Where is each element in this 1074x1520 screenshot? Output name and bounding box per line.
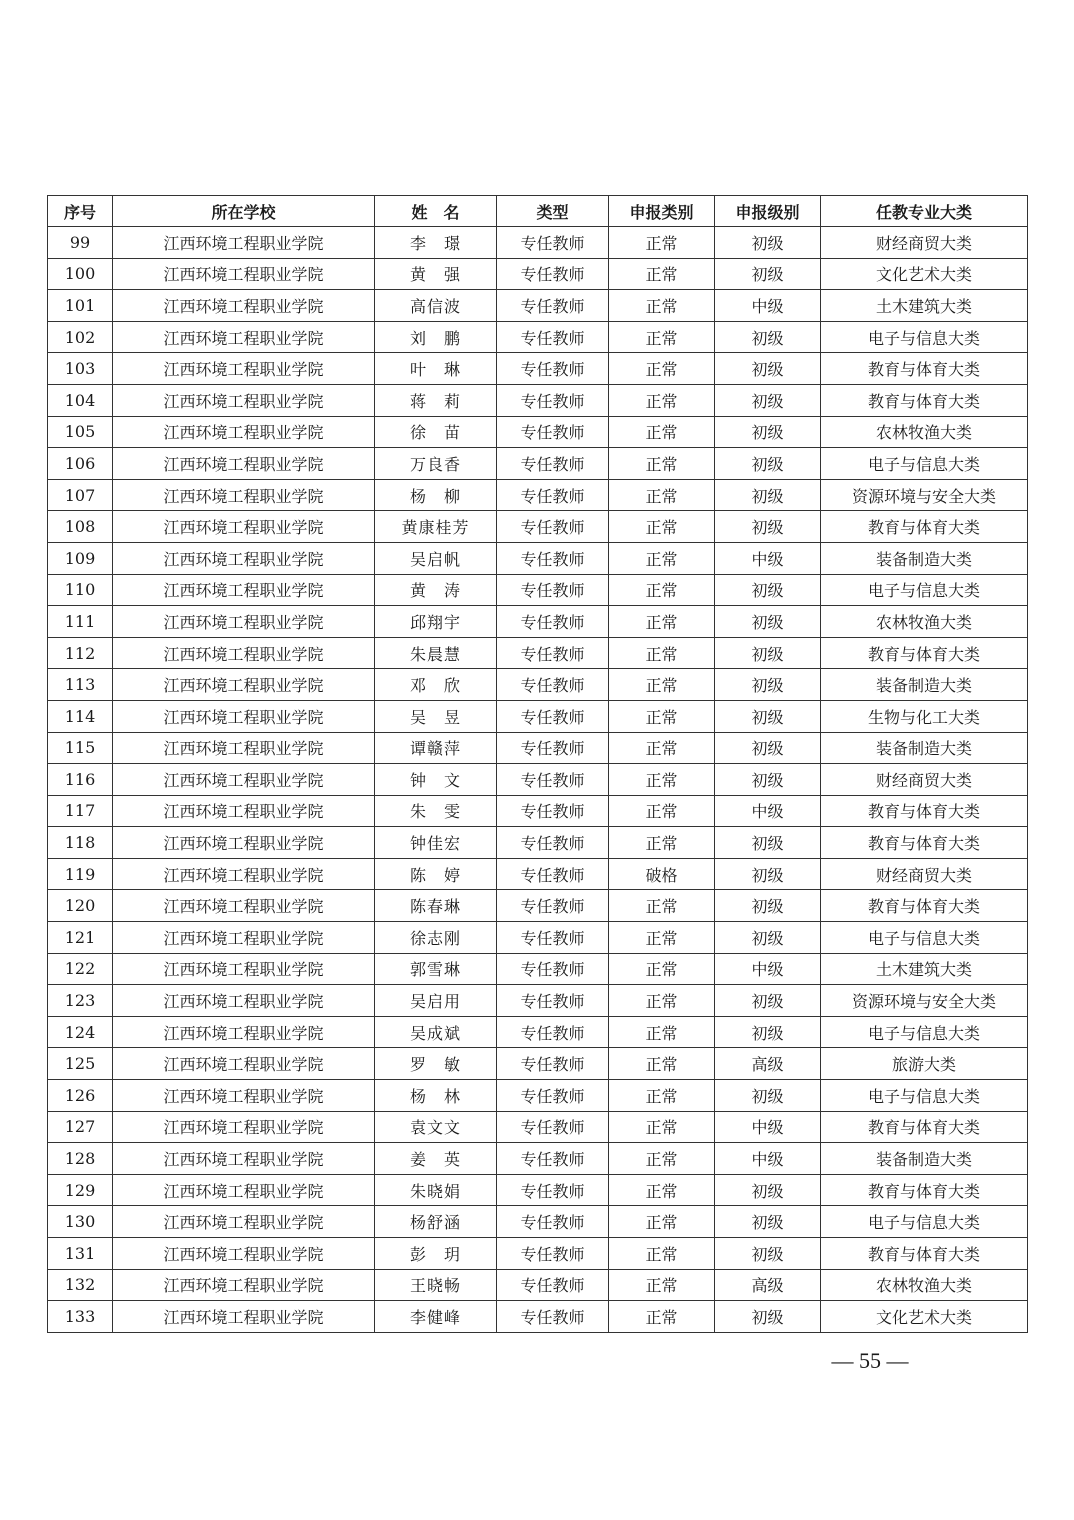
cell-serial: 116 [48, 764, 113, 796]
cell-name: 邓 欣 [375, 669, 497, 701]
cell-application-level: 中级 [715, 1111, 821, 1143]
cell-application-level: 初级 [715, 1016, 821, 1048]
cell-school: 江西环境工程职业学院 [113, 1269, 375, 1301]
cell-name: 朱晨慧 [375, 637, 497, 669]
cell-application-level: 初级 [715, 1206, 821, 1238]
cell-major-category: 财经商贸大类 [821, 858, 1028, 890]
cell-application-category: 正常 [609, 985, 715, 1017]
cell-name: 朱晓娟 [375, 1174, 497, 1206]
cell-serial: 126 [48, 1080, 113, 1112]
cell-application-category: 正常 [609, 795, 715, 827]
cell-school: 江西环境工程职业学院 [113, 258, 375, 290]
cell-type: 专任教师 [497, 542, 609, 574]
cell-application-level: 初级 [715, 1174, 821, 1206]
table-row [48, 669, 1028, 701]
cell-major-category: 教育与体育大类 [821, 827, 1028, 859]
cell-school: 江西环境工程职业学院 [113, 732, 375, 764]
cell-type: 专任教师 [497, 985, 609, 1017]
cell-serial: 113 [48, 669, 113, 701]
cell-name: 叶 琳 [375, 353, 497, 385]
cell-name: 吴成斌 [375, 1016, 497, 1048]
cell-application-category: 正常 [609, 1016, 715, 1048]
cell-application-level: 初级 [715, 511, 821, 543]
cell-type: 专任教师 [497, 479, 609, 511]
cell-major-category: 资源环境与安全大类 [821, 479, 1028, 511]
cell-major-category: 电子与信息大类 [821, 922, 1028, 954]
cell-name: 罗 敏 [375, 1048, 497, 1080]
cell-application-level: 高级 [715, 1048, 821, 1080]
cell-application-level: 初级 [715, 700, 821, 732]
cell-name: 杨舒涵 [375, 1206, 497, 1238]
cell-application-category: 正常 [609, 922, 715, 954]
cell-application-category: 正常 [609, 1301, 715, 1333]
header-school: 所在学校 [113, 196, 375, 227]
cell-type: 专任教师 [497, 1206, 609, 1238]
cell-major-category: 电子与信息大类 [821, 1016, 1028, 1048]
cell-application-category: 正常 [609, 1111, 715, 1143]
cell-school: 江西环境工程职业学院 [113, 227, 375, 259]
cell-serial: 105 [48, 416, 113, 448]
cell-major-category: 旅游大类 [821, 1048, 1028, 1080]
table-row [48, 606, 1028, 638]
cell-name: 黄 涛 [375, 574, 497, 606]
table-row [48, 448, 1028, 480]
cell-application-category: 正常 [609, 1269, 715, 1301]
cell-type: 专任教师 [497, 858, 609, 890]
header-application-category: 申报类别 [609, 196, 715, 227]
cell-major-category: 教育与体育大类 [821, 1174, 1028, 1206]
cell-type: 专任教师 [497, 1143, 609, 1175]
cell-school: 江西环境工程职业学院 [113, 479, 375, 511]
cell-application-level: 初级 [715, 479, 821, 511]
table-row [48, 1206, 1028, 1238]
table-row [48, 890, 1028, 922]
cell-name: 邱翔宇 [375, 606, 497, 638]
cell-application-category: 正常 [609, 353, 715, 385]
header-major-category: 任教专业大类 [821, 196, 1028, 227]
cell-application-category: 正常 [609, 542, 715, 574]
cell-type: 专任教师 [497, 606, 609, 638]
cell-name: 吴启用 [375, 985, 497, 1017]
cell-type: 专任教师 [497, 1301, 609, 1333]
table-row [48, 353, 1028, 385]
table-row [48, 258, 1028, 290]
cell-major-category: 生物与化工大类 [821, 700, 1028, 732]
cell-major-category: 文化艺术大类 [821, 1301, 1028, 1333]
table-row [48, 1048, 1028, 1080]
table-row [48, 384, 1028, 416]
cell-application-level: 初级 [715, 985, 821, 1017]
cell-type: 专任教师 [497, 764, 609, 796]
teacher-roster-table [47, 195, 1028, 1333]
cell-serial: 130 [48, 1206, 113, 1238]
cell-serial: 111 [48, 606, 113, 638]
header-serial: 序号 [48, 196, 113, 227]
cell-application-category: 正常 [609, 764, 715, 796]
cell-school: 江西环境工程职业学院 [113, 321, 375, 353]
cell-type: 专任教师 [497, 827, 609, 859]
cell-major-category: 农林牧渔大类 [821, 416, 1028, 448]
cell-application-category: 破格 [609, 858, 715, 890]
cell-type: 专任教师 [497, 1080, 609, 1112]
cell-serial: 114 [48, 700, 113, 732]
cell-application-level: 初级 [715, 922, 821, 954]
cell-application-level: 初级 [715, 606, 821, 638]
cell-type: 专任教师 [497, 1174, 609, 1206]
cell-serial: 109 [48, 542, 113, 574]
cell-serial: 106 [48, 448, 113, 480]
cell-type: 专任教师 [497, 890, 609, 922]
table-row [48, 700, 1028, 732]
cell-serial: 122 [48, 953, 113, 985]
cell-application-level: 初级 [715, 1301, 821, 1333]
cell-application-level: 初级 [715, 574, 821, 606]
cell-major-category: 装备制造大类 [821, 1143, 1028, 1175]
cell-application-level: 初级 [715, 321, 821, 353]
cell-type: 专任教师 [497, 953, 609, 985]
cell-type: 专任教师 [497, 227, 609, 259]
cell-application-category: 正常 [609, 227, 715, 259]
cell-name: 杨 柳 [375, 479, 497, 511]
cell-application-level: 初级 [715, 827, 821, 859]
table-row [48, 795, 1028, 827]
cell-serial: 117 [48, 795, 113, 827]
cell-name: 吴启帆 [375, 542, 497, 574]
cell-name: 李健峰 [375, 1301, 497, 1333]
cell-major-category: 土木建筑大类 [821, 290, 1028, 322]
cell-application-category: 正常 [609, 890, 715, 922]
cell-type: 专任教师 [497, 1016, 609, 1048]
cell-name: 黄康桂芳 [375, 511, 497, 543]
cell-serial: 112 [48, 637, 113, 669]
cell-major-category: 教育与体育大类 [821, 353, 1028, 385]
cell-application-category: 正常 [609, 1143, 715, 1175]
cell-name: 王晓畅 [375, 1269, 497, 1301]
cell-serial: 123 [48, 985, 113, 1017]
cell-application-level: 初级 [715, 384, 821, 416]
header-name: 姓 名 [375, 196, 497, 227]
table-row [48, 637, 1028, 669]
cell-type: 专任教师 [497, 700, 609, 732]
cell-application-category: 正常 [609, 637, 715, 669]
cell-application-level: 初级 [715, 890, 821, 922]
cell-major-category: 电子与信息大类 [821, 448, 1028, 480]
cell-name: 陈春琳 [375, 890, 497, 922]
cell-name: 高信波 [375, 290, 497, 322]
cell-name: 刘 鹏 [375, 321, 497, 353]
cell-school: 江西环境工程职业学院 [113, 1301, 375, 1333]
cell-major-category: 资源环境与安全大类 [821, 985, 1028, 1017]
cell-school: 江西环境工程职业学院 [113, 574, 375, 606]
cell-school: 江西环境工程职业学院 [113, 1111, 375, 1143]
cell-type: 专任教师 [497, 258, 609, 290]
cell-serial: 129 [48, 1174, 113, 1206]
cell-type: 专任教师 [497, 1269, 609, 1301]
cell-school: 江西环境工程职业学院 [113, 922, 375, 954]
cell-type: 专任教师 [497, 637, 609, 669]
cell-name: 陈 婷 [375, 858, 497, 890]
cell-serial: 128 [48, 1143, 113, 1175]
cell-type: 专任教师 [497, 574, 609, 606]
cell-major-category: 装备制造大类 [821, 669, 1028, 701]
cell-type: 专任教师 [497, 1238, 609, 1270]
cell-name: 蒋 莉 [375, 384, 497, 416]
cell-school: 江西环境工程职业学院 [113, 669, 375, 701]
cell-application-level: 初级 [715, 858, 821, 890]
cell-application-category: 正常 [609, 290, 715, 322]
cell-major-category: 装备制造大类 [821, 542, 1028, 574]
cell-school: 江西环境工程职业学院 [113, 1016, 375, 1048]
cell-application-category: 正常 [609, 606, 715, 638]
cell-serial: 103 [48, 353, 113, 385]
cell-serial: 125 [48, 1048, 113, 1080]
page-number: — 55 — [831, 1348, 909, 1373]
cell-application-level: 中级 [715, 290, 821, 322]
cell-type: 专任教师 [497, 416, 609, 448]
cell-serial: 124 [48, 1016, 113, 1048]
cell-application-category: 正常 [609, 669, 715, 701]
cell-major-category: 教育与体育大类 [821, 384, 1028, 416]
cell-application-level: 初级 [715, 448, 821, 480]
cell-major-category: 教育与体育大类 [821, 637, 1028, 669]
cell-school: 江西环境工程职业学院 [113, 384, 375, 416]
cell-school: 江西环境工程职业学院 [113, 1206, 375, 1238]
table-row [48, 574, 1028, 606]
cell-major-category: 教育与体育大类 [821, 1238, 1028, 1270]
cell-major-category: 财经商贸大类 [821, 227, 1028, 259]
cell-serial: 127 [48, 1111, 113, 1143]
cell-school: 江西环境工程职业学院 [113, 542, 375, 574]
cell-major-category: 农林牧渔大类 [821, 1269, 1028, 1301]
cell-serial: 102 [48, 321, 113, 353]
cell-type: 专任教师 [497, 448, 609, 480]
table-row [48, 1238, 1028, 1270]
header-application-level: 申报级别 [715, 196, 821, 227]
table-row [48, 922, 1028, 954]
cell-serial: 110 [48, 574, 113, 606]
cell-serial: 100 [48, 258, 113, 290]
cell-school: 江西环境工程职业学院 [113, 890, 375, 922]
cell-school: 江西环境工程职业学院 [113, 1143, 375, 1175]
cell-name: 朱 雯 [375, 795, 497, 827]
cell-school: 江西环境工程职业学院 [113, 827, 375, 859]
cell-major-category: 电子与信息大类 [821, 574, 1028, 606]
cell-application-category: 正常 [609, 416, 715, 448]
cell-school: 江西环境工程职业学院 [113, 985, 375, 1017]
table-row [48, 1143, 1028, 1175]
cell-name: 徐 苗 [375, 416, 497, 448]
cell-application-level: 中级 [715, 795, 821, 827]
cell-application-category: 正常 [609, 732, 715, 764]
cell-type: 专任教师 [497, 290, 609, 322]
cell-application-level: 初级 [715, 416, 821, 448]
cell-major-category: 文化艺术大类 [821, 258, 1028, 290]
table-row [48, 479, 1028, 511]
table-row [48, 321, 1028, 353]
cell-type: 专任教师 [497, 321, 609, 353]
cell-name: 李 璟 [375, 227, 497, 259]
cell-application-level: 中级 [715, 542, 821, 574]
cell-school: 江西环境工程职业学院 [113, 606, 375, 638]
table-row [48, 1016, 1028, 1048]
cell-name: 袁文文 [375, 1111, 497, 1143]
cell-application-category: 正常 [609, 479, 715, 511]
cell-serial: 119 [48, 858, 113, 890]
cell-type: 专任教师 [497, 1111, 609, 1143]
cell-serial: 101 [48, 290, 113, 322]
cell-name: 黄 强 [375, 258, 497, 290]
cell-major-category: 装备制造大类 [821, 732, 1028, 764]
cell-serial: 120 [48, 890, 113, 922]
cell-name: 杨 林 [375, 1080, 497, 1112]
cell-name: 彭 玥 [375, 1238, 497, 1270]
table-row [48, 1111, 1028, 1143]
cell-application-category: 正常 [609, 1174, 715, 1206]
cell-major-category: 教育与体育大类 [821, 1111, 1028, 1143]
cell-application-level: 初级 [715, 669, 821, 701]
cell-major-category: 教育与体育大类 [821, 511, 1028, 543]
cell-application-category: 正常 [609, 827, 715, 859]
cell-serial: 108 [48, 511, 113, 543]
cell-application-level: 中级 [715, 953, 821, 985]
table-row [48, 858, 1028, 890]
cell-school: 江西环境工程职业学院 [113, 290, 375, 322]
cell-school: 江西环境工程职业学院 [113, 764, 375, 796]
table-row [48, 290, 1028, 322]
cell-type: 专任教师 [497, 353, 609, 385]
cell-application-level: 初级 [715, 258, 821, 290]
table-row [48, 416, 1028, 448]
cell-name: 钟佳宏 [375, 827, 497, 859]
cell-application-category: 正常 [609, 1048, 715, 1080]
cell-name: 万良香 [375, 448, 497, 480]
cell-school: 江西环境工程职业学院 [113, 700, 375, 732]
cell-application-category: 正常 [609, 384, 715, 416]
cell-serial: 132 [48, 1269, 113, 1301]
table-body [48, 227, 1028, 1333]
cell-school: 江西环境工程职业学院 [113, 858, 375, 890]
cell-type: 专任教师 [497, 795, 609, 827]
cell-type: 专任教师 [497, 384, 609, 416]
cell-type: 专任教师 [497, 669, 609, 701]
cell-application-category: 正常 [609, 1206, 715, 1238]
cell-application-level: 高级 [715, 1269, 821, 1301]
cell-school: 江西环境工程职业学院 [113, 416, 375, 448]
cell-application-category: 正常 [609, 448, 715, 480]
cell-name: 吴 昱 [375, 700, 497, 732]
cell-application-level: 初级 [715, 764, 821, 796]
cell-major-category: 财经商贸大类 [821, 764, 1028, 796]
cell-school: 江西环境工程职业学院 [113, 353, 375, 385]
cell-serial: 115 [48, 732, 113, 764]
table-row [48, 764, 1028, 796]
cell-major-category: 电子与信息大类 [821, 1080, 1028, 1112]
cell-name: 郭雪琳 [375, 953, 497, 985]
cell-application-category: 正常 [609, 511, 715, 543]
table-row [48, 953, 1028, 985]
cell-serial: 104 [48, 384, 113, 416]
cell-application-category: 正常 [609, 953, 715, 985]
cell-major-category: 土木建筑大类 [821, 953, 1028, 985]
cell-school: 江西环境工程职业学院 [113, 1174, 375, 1206]
cell-serial: 99 [48, 227, 113, 259]
table-row [48, 1080, 1028, 1112]
cell-school: 江西环境工程职业学院 [113, 1080, 375, 1112]
cell-name: 钟 文 [375, 764, 497, 796]
cell-application-level: 初级 [715, 227, 821, 259]
cell-school: 江西环境工程职业学院 [113, 637, 375, 669]
cell-application-level: 初级 [715, 637, 821, 669]
table-row [48, 1269, 1028, 1301]
cell-serial: 133 [48, 1301, 113, 1333]
header-type: 类型 [497, 196, 609, 227]
cell-application-level: 初级 [715, 732, 821, 764]
cell-type: 专任教师 [497, 922, 609, 954]
cell-application-category: 正常 [609, 321, 715, 353]
cell-application-category: 正常 [609, 1080, 715, 1112]
cell-school: 江西环境工程职业学院 [113, 1238, 375, 1270]
cell-application-level: 初级 [715, 1080, 821, 1112]
cell-major-category: 电子与信息大类 [821, 1206, 1028, 1238]
cell-major-category: 教育与体育大类 [821, 795, 1028, 827]
cell-serial: 131 [48, 1238, 113, 1270]
cell-major-category: 电子与信息大类 [821, 321, 1028, 353]
cell-name: 谭赣萍 [375, 732, 497, 764]
cell-major-category: 教育与体育大类 [821, 890, 1028, 922]
cell-application-category: 正常 [609, 1238, 715, 1270]
cell-serial: 107 [48, 479, 113, 511]
cell-application-category: 正常 [609, 574, 715, 606]
table-header-row [48, 196, 1028, 227]
table-row [48, 827, 1028, 859]
cell-serial: 118 [48, 827, 113, 859]
table-row [48, 1174, 1028, 1206]
cell-application-level: 初级 [715, 353, 821, 385]
cell-school: 江西环境工程职业学院 [113, 795, 375, 827]
cell-name: 徐志刚 [375, 922, 497, 954]
cell-type: 专任教师 [497, 732, 609, 764]
cell-major-category: 农林牧渔大类 [821, 606, 1028, 638]
table-row [48, 985, 1028, 1017]
cell-application-level: 中级 [715, 1143, 821, 1175]
table-row [48, 1301, 1028, 1333]
table-row [48, 542, 1028, 574]
cell-school: 江西环境工程职业学院 [113, 953, 375, 985]
cell-school: 江西环境工程职业学院 [113, 511, 375, 543]
table-row [48, 511, 1028, 543]
cell-type: 专任教师 [497, 1048, 609, 1080]
cell-application-category: 正常 [609, 700, 715, 732]
cell-type: 专任教师 [497, 511, 609, 543]
cell-serial: 121 [48, 922, 113, 954]
cell-name: 姜 英 [375, 1143, 497, 1175]
cell-school: 江西环境工程职业学院 [113, 1048, 375, 1080]
cell-application-level: 初级 [715, 1238, 821, 1270]
table-row [48, 732, 1028, 764]
cell-school: 江西环境工程职业学院 [113, 448, 375, 480]
cell-application-category: 正常 [609, 258, 715, 290]
table-row [48, 227, 1028, 259]
